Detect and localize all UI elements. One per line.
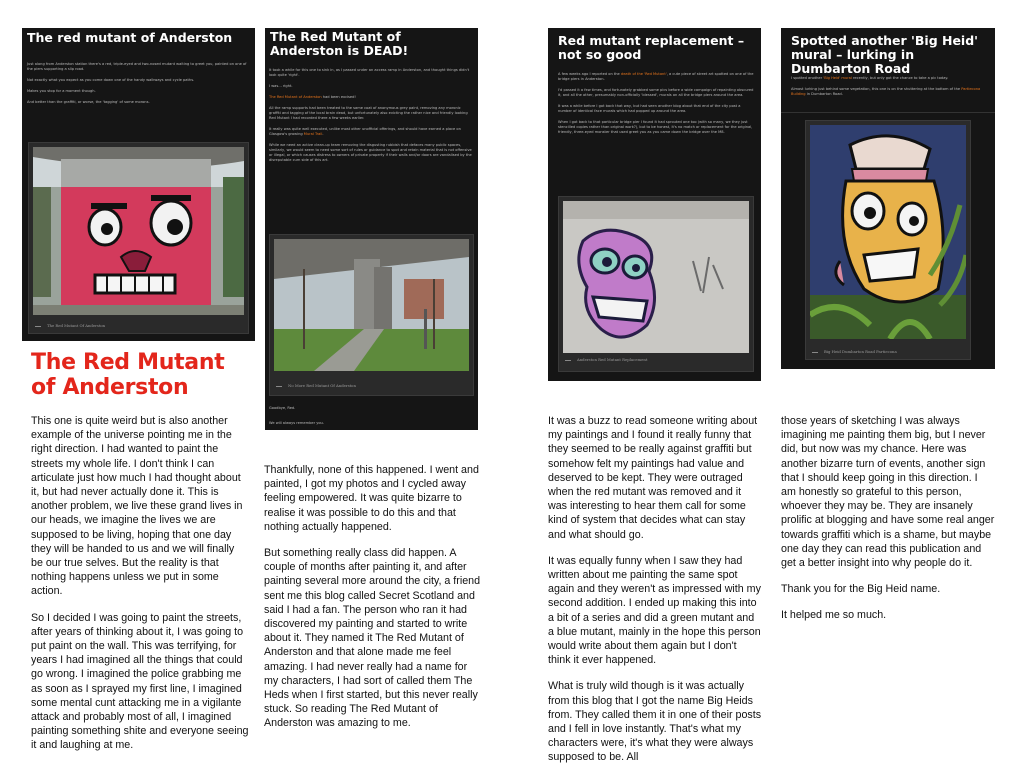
goodbye-text: Goodbye, Red. (269, 406, 296, 410)
card-paragraph: Almost lurking just behind some vegetation, this one is on the shuttering at the bottom of the Partiecona Building in Dumbarton Road. (791, 87, 981, 96)
article-title (31, 350, 224, 400)
mutant-link[interactable]: The Red Mutant of Anderston (269, 95, 322, 99)
card-paragraph: It was a while before I got back that way, but had seen another blog about that end of the city post a number of identical face murals which had popped up around the area. (558, 104, 741, 113)
blog-card-red-mutant-dead (265, 28, 478, 430)
big-heid-mural-link[interactable]: 'Big Heid' mural (823, 76, 852, 80)
card-paragraph: It took a while for this one to sink in, as I passed under an access ramp in Anderston, and thought things didn't look quite 'right'. (269, 68, 470, 77)
article-column-1 (31, 414, 249, 765)
card-paragraph: Just along from Anderston station there's a red, triple-eyed and two-nosed mutant waiting to greet you, painted on one of the piers supporting a slip road. (27, 62, 247, 71)
remember-text: We will always remember you. (269, 421, 324, 425)
article-paragraph: Thank you for the Big Heid name. (781, 583, 941, 596)
red-mutant-photo (28, 142, 249, 334)
article-title-line-1: The Red Mutant (31, 350, 225, 375)
blog-card-big-heid (781, 28, 995, 369)
replacement-image (563, 201, 749, 353)
photo-caption: Anderston Red Mutant Replacement (565, 357, 647, 362)
card-paragraph: When I got back to that particular bridge pier I found it had sprouted one too (with so many, we they just stencilled copies rather than original work?), but to be honest, it's no match or replacement for the original, friendly, three-eyed monster that used greet you as you came down the bridge over the M8. (558, 120, 753, 134)
underpass-image (274, 239, 469, 371)
blog-card-replacement (548, 28, 761, 381)
card-paragraph: A few weeks ago I reported on the death of the 'Red Mutant', a cute piece of street art spotted on one of the bridge piers in Anderston. (558, 72, 754, 81)
divider (781, 112, 995, 113)
article-paragraph: But something really class did happen. A couple of months after painting it, and after painting several more around the city, a friend sent me this blog called Secret Scotland and said I had a fan. The person who ran it had discovered my painting and started to write about it. They named it The Red Mutant of Anderston and that alone made me feel amazing. I had never really had a name for my characters, I had sort of called them The Heds when I first started, but this never really stuck. So reading The Red Mutant of Anderston was amazing to me. (264, 547, 481, 730)
big-heid-image (810, 125, 966, 339)
card-paragraph: All the ramp supports had been treated to the same coat of anonymous grey paint, removing any moronic graffiti and tagging of the local brain dead, but unfortunately also evicting the rather nice and friendly looking Red Mutant I had recorded there a few weeks earlier. (269, 106, 468, 120)
mural-trail-link[interactable]: Mural Trail (303, 132, 323, 136)
article-column-2 (264, 463, 482, 743)
card-paragraph: While we need an active clean-up team removing the disgusting rubbish that defaces many public spaces, similarly, we would seem to need some sort of rules or guidance to spot and retain material that is not offensive or illegal, or which causes distress to owners of private property if their walls and/or doors are vandalised by the disreputable cum side of this art. (269, 143, 472, 162)
red-mutant-image (33, 147, 244, 315)
card-body (558, 72, 754, 141)
card-body (27, 62, 247, 111)
card-paragraph: The Red Mutant of Anderston had been excised! (269, 95, 356, 99)
replacement-photo (558, 196, 754, 372)
card-paragraph: Makes you stop for a moment though. (27, 89, 96, 93)
article-paragraph: It was a buzz to read someone writing about my paintings and I found it really funny that they seemed to be really against graffiti but somehow felt my paintings had value and deserved to be kept. They were outraged when the red mutant was removed and it was interesting to hear them call for some kind of system that decides what can stay and what should go. (548, 415, 758, 541)
article-column-4 (781, 414, 995, 635)
underpass-photo (269, 234, 474, 396)
card-paragraph: Not exactly what you expect as you come down one of the handy walkways and cycle paths. (27, 78, 195, 82)
card-paragraph: It really was quite well executed, unlike most other unofficial offerings, and should have earned a place on Glasgow's growing Mural Trail. (269, 127, 461, 136)
card-title: The Red Mutant of Anderston is DEAD! (270, 29, 409, 58)
card-title: Spotted another 'Big Heid' mural – lurking in Dumbarton Road (791, 33, 978, 76)
partiecona-building-link[interactable]: Partiecona Building (791, 87, 981, 96)
article-paragraph: It was equally funny when I saw they had written about me painting the same spot again and they weren't as impressed with my second addition. I ended up making this into a bit of a series and did a green mutant and a blue mutant, mainly in the hope this person would write about them again but I don't think it ever happened. (548, 554, 761, 667)
card-paragraph: I was… right. (269, 84, 293, 88)
article-title-line-2: of Anderston (31, 375, 189, 400)
card-body (269, 68, 472, 169)
card-title: Red mutant replacement – not so good (558, 33, 745, 62)
blog-card-red-mutant (22, 28, 255, 341)
photo-caption: No More Red Mutant Of Anderston (276, 383, 356, 388)
photo-caption: Big Heid Dumbarton Road Partiecona (812, 349, 897, 354)
article-paragraph: What is truly wild though is it was actually from this blog that I got the name Big Heids from. They called them it in one of their posts and I fell in love instantly. That's what my characters were, it's what they were always supposed to be. All (548, 680, 762, 764)
article-column-3 (548, 414, 762, 777)
article-paragraph: It helped me so much. (781, 609, 887, 622)
article-paragraph: So I decided I was going to paint the streets, after years of thinking about it, I was going to put paint on the wall. This was terrifying, for years I had imagined all the things that could go wrong. I imagined the police grabbing me as soon as I sprayed my first line, I imagined some mental cunt attacking me in a vigilante attack and probably most of all, I imagined painting something shite and everyone seeing it and laughing at me. (31, 611, 249, 752)
card-paragraph: And better than the graffiti, or worse, the 'tagging' of some morons. (27, 100, 150, 104)
card-title: The red mutant of Anderston (27, 30, 233, 45)
article-paragraph: Thankfully, none of this happened. I went and painted, I got my photos and I cycled away feeling empowered. It was quite bizarre to realise it was possible to do this and that nothing actually happened. (264, 464, 479, 533)
death-of-red-mutant-link[interactable]: death of the 'Red Mutant' (620, 72, 667, 76)
big-heid-photo (805, 120, 971, 360)
article-paragraph: those years of sketching I was always imagining me painting them big, but I never did, but now was my chance. Here was another bizarre turn of events, another sign that I should keep going in this direction. I am honestly so grateful to this person, whoever they may be. They are insanely prolific at blogging and have some real anger towards graffiti which is a shame, but maybe one day they can read this publication and get a better insight into why people do it. (781, 415, 995, 570)
card-body (791, 76, 987, 103)
card-paragraph: I spotted another 'Big Heid' mural recently, but only got the chance to take a pic today. (791, 76, 949, 80)
photo-caption: The Red Mutant Of Anderston (35, 323, 105, 328)
card-paragraph: I'd passed it a few times, and fortunately grabbed some pics before a wide campaign of repainting obscured it, and all the other, presumably non-officially 'blessed', murals on all the bridge piers around the area. (558, 88, 754, 97)
article-paragraph: This one is quite weird but is also another example of the universe pointing me in the right direction. I had wanted to paint the streets my whole life. I don't think I can articulate just how much I had thought about it, but had never actually done it. This is another problem, we live these grand lives in our heads, we imagine the lives we are supposed to be living, hoping that one day they will be handed to us and we will finally be our true selves. But the reality is that nothing happens unless we put in some action. (31, 415, 243, 598)
